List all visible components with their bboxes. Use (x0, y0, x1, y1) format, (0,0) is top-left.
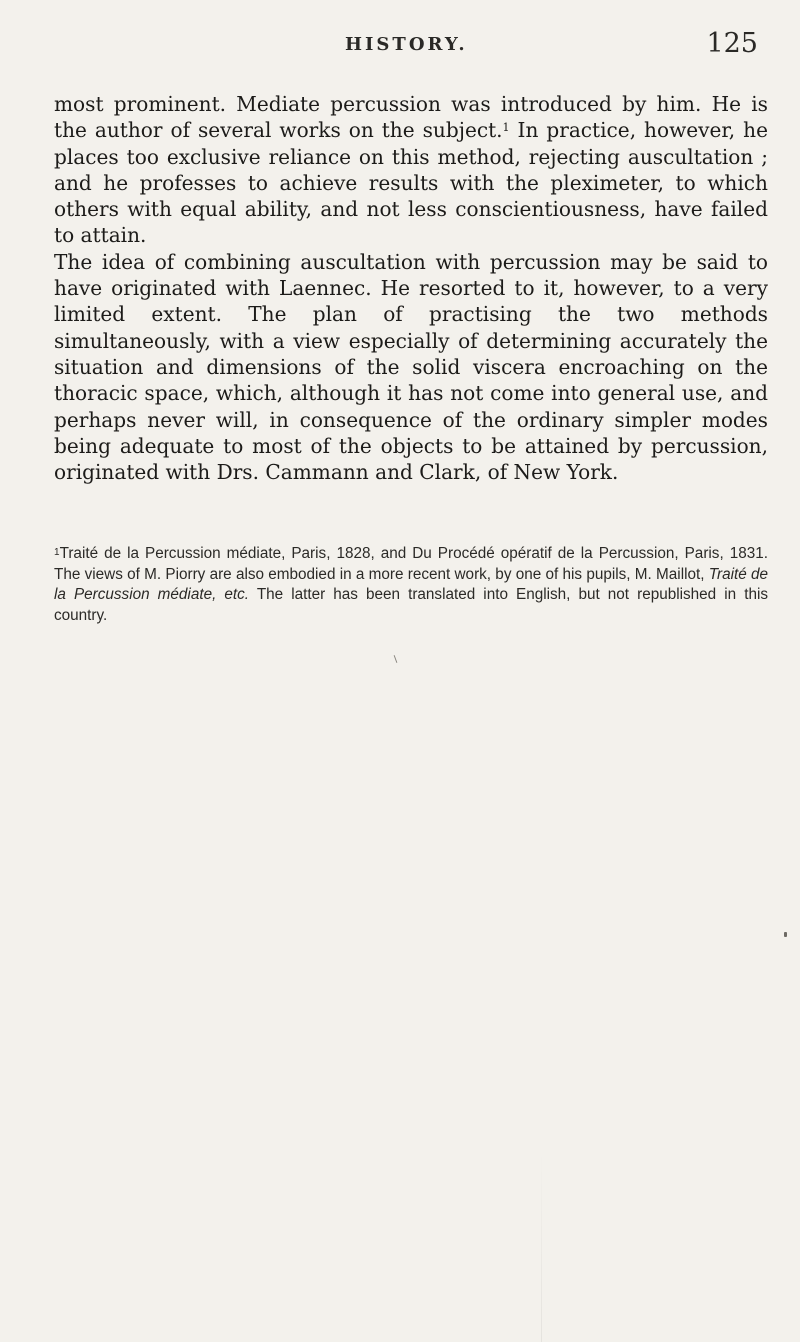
paragraph-2: The idea of combining auscultation with percussion may be said to have originated with Laennec. He resorted to it, however, to a very limited extent. The plan of practising the two methods simultaneously, with a view especially of determining accurately the situation and dimensions of the solid viscera encroaching on the thoracic space, which, although it has not come into general use, and perhaps never will, in consequence of the ordinary simpler modes being adequate to most of the objects to be attained by percussion, originated with Drs. Cammann and Clark, of New York. (54, 249, 768, 485)
page-number: 125 (706, 28, 758, 59)
page-crease (541, 1150, 542, 1342)
paragraph-1-text-b: In practice, however, he places too exclusive reliance on this method, rejecting auscultation ; and he professes to achieve results with the pleximeter, to which others with equal ability, and not less conscientiousness, have failed to attain. (54, 118, 768, 248)
scan-mark (394, 655, 398, 663)
scan-speck (784, 932, 787, 937)
footnote (54, 544, 768, 626)
footnote-text-a: Traité de la Percussion médiate, Paris, 1828, and Du Procédé opératif de la Percussion, Paris, 1831. The views of M. Piorry are also embodied in a more recent work, by one of his pupils, M. Maillot, (54, 545, 768, 583)
paragraph-1 (54, 91, 768, 249)
main-text (54, 91, 768, 485)
running-head: HISTORY. (345, 34, 468, 55)
footnote-text-b: The latter has been translated into English, but not republished in this country. (54, 586, 768, 624)
footnote-italic-title: Traité de la Percussion médiate, etc. (54, 565, 769, 603)
footnote-1 (54, 544, 768, 626)
paragraph-1-text-a: most prominent. Mediate percussion was introduced by him. He is the author of several works on the subject. (54, 92, 768, 143)
footnote-mark: 1 (54, 547, 60, 558)
footnote-reference: 1 (502, 121, 510, 135)
